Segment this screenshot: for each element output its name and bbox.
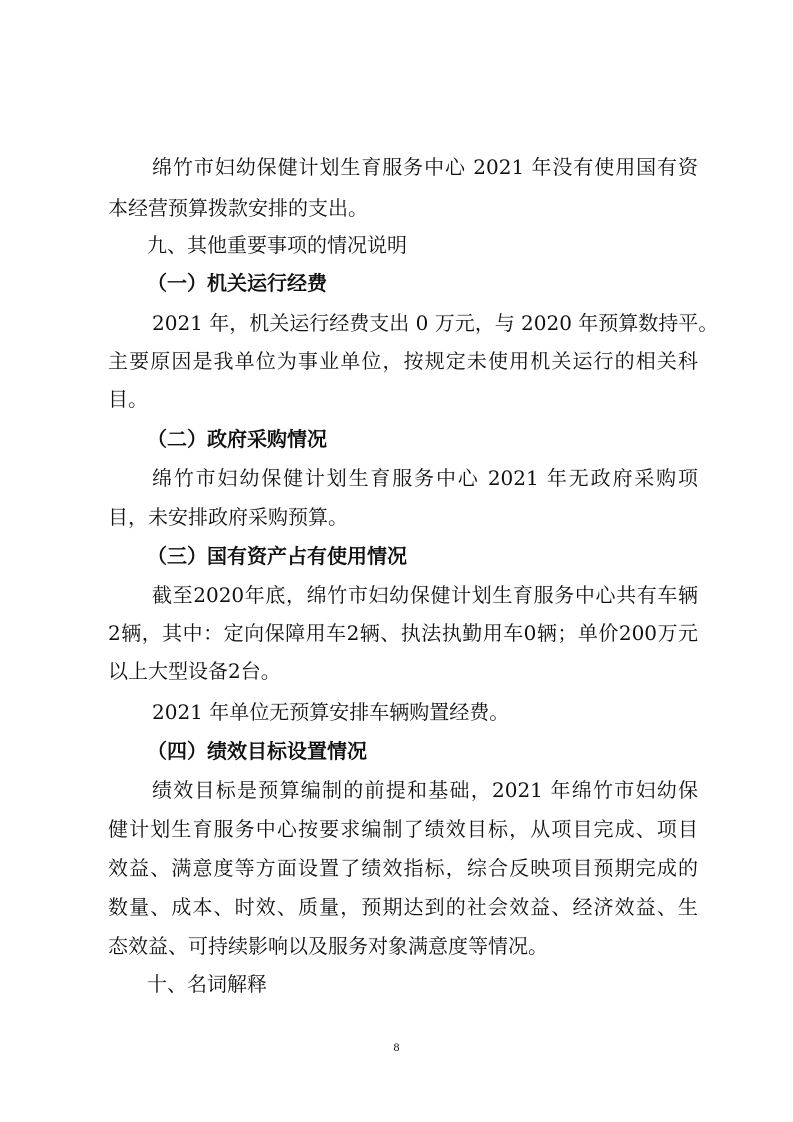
paragraph-line-12: 绩效目标是预算编制的前提和基础，2021 年绵竹市妇幼保 bbox=[152, 778, 698, 802]
paragraph-line-16: 态效益、可持续影响以及服务对象满意度等情况。 bbox=[108, 934, 548, 958]
paragraph-line-14: 效益、满意度等方面设置了绩效指标，综合反映项目预期完成的 bbox=[108, 856, 698, 880]
page-number: 8 bbox=[393, 1040, 400, 1054]
paragraph-line-3: 2021 年，机关运行经费支出 0 万元，与 2020 年预算数持平。 bbox=[152, 311, 719, 335]
paragraph-line-13: 健计划生育服务中心按要求编制了绩效目标，从项目完成、项目 bbox=[108, 817, 698, 841]
paragraph-line-11: 2021 年单位无预算安排车辆购置经费。 bbox=[152, 700, 510, 724]
section-heading-nine: 九、其他重要事项的情况说明 bbox=[147, 233, 407, 257]
subsection-heading-1: （一）机关运行经费 bbox=[147, 271, 327, 295]
subsection-heading-4: （四）绩效目标设置情况 bbox=[147, 739, 367, 763]
subsection-heading-3: （三）国有资产占有使用情况 bbox=[147, 544, 407, 568]
paragraph-line-6: 绵竹市妇幼保健计划生育服务中心 2021 年无政府采购项 bbox=[152, 466, 698, 490]
paragraph-line-4: 主要原因是我单位为事业单位，按规定未使用机关运行的相关科 bbox=[108, 349, 698, 373]
paragraph-line-10: 以上大型设备2台。 bbox=[108, 659, 281, 683]
paragraph-line-2: 本经营预算拨款安排的支出。 bbox=[108, 196, 368, 220]
paragraph-line-8: 截至2020年底，绵竹市妇幼保健计划生育服务中心共有车辆 bbox=[152, 583, 698, 607]
subsection-heading-2: （二）政府采购情况 bbox=[147, 427, 327, 451]
section-heading-ten: 十、名词解释 bbox=[147, 972, 267, 996]
paragraph-line-15: 数量、成本、时效、质量，预期达到的社会效益、经济效益、生 bbox=[108, 895, 698, 919]
paragraph-line-5: 目。 bbox=[108, 387, 148, 411]
paragraph-line-1: 绵竹市妇幼保健计划生育服务中心 2021 年没有使用国有资 bbox=[152, 155, 698, 179]
paragraph-line-7: 目，未安排政府采购预算。 bbox=[108, 505, 348, 529]
paragraph-line-9: 2辆，其中：定向保障用车2辆、执法执勤用车0辆；单价200万元 bbox=[108, 621, 698, 645]
